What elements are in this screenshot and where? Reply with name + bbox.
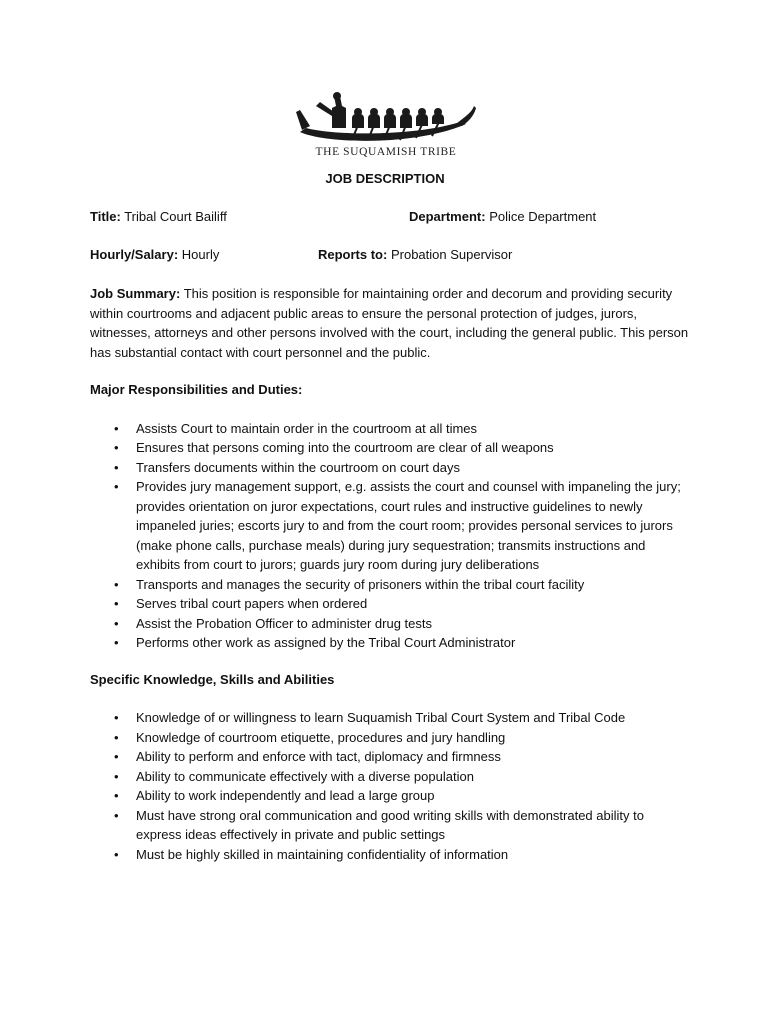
list-item: • Ability to perform and enforce with tact, diplomacy and firmness: [90, 747, 690, 767]
department-label: Department:: [409, 209, 486, 224]
list-item: • Knowledge of courtroom etiquette, procedures and jury handling: [90, 728, 690, 748]
title-label: Title:: [90, 209, 121, 224]
list-item: • Knowledge of or willingness to learn Suquamish Tribal Court System and Tribal Code: [90, 708, 690, 728]
knowledge-list: [90, 708, 690, 864]
canoe-logo-icon: [296, 92, 476, 146]
pay-value: Hourly: [181, 247, 220, 262]
list-item: • Must be highly skilled in maintaining confidentiality of information: [90, 845, 690, 865]
title-field: [90, 209, 227, 224]
list-item: • Transfers documents within the courtroom on court days: [90, 458, 690, 478]
department-field: [409, 209, 596, 224]
tribe-logo: [296, 92, 476, 172]
list-item: • Performs other work as assigned by the Tribal Court Administrator: [90, 633, 690, 653]
responsibilities-list: [90, 419, 690, 653]
reports-value: Probation Supervisor: [390, 247, 513, 262]
knowledge-heading: Specific Knowledge, Skills and Abilities: [90, 671, 335, 687]
reports-to-field: [318, 247, 512, 262]
list-item: • Ability to work independently and lead a large group: [90, 786, 690, 806]
pay-field: [90, 247, 219, 262]
list-item: • Serves tribal court papers when ordered: [90, 594, 690, 614]
reports-label: Reports to:: [318, 247, 388, 262]
list-item: • Transports and manages the security of prisoners within the tribal court facility: [90, 575, 690, 595]
list-item: • Assist the Probation Officer to administer drug tests: [90, 614, 690, 634]
document-title: JOB DESCRIPTION: [325, 171, 445, 186]
list-item: • Ability to communicate effectively with a diverse population: [90, 767, 690, 787]
responsibilities-heading: Major Responsibilities and Duties:: [90, 382, 303, 397]
org-name: THE SUQUAMISH TRIBE: [315, 146, 457, 158]
title-value: Tribal Court Bailiff: [124, 209, 227, 224]
summary-text: This position is responsible for maintaining order and decorum and providing security within courtrooms and adjacent public areas to ensure the personal protection of judges, jurors, witnesses, attorneys and other persons involved with the court, including the general public. This person has substantial contact with court personnel and the public.: [90, 286, 689, 360]
list-item: • Must have strong oral communication and good writing skills with demonstrated ability to express ideas effectively in private and public settings: [90, 806, 690, 845]
pay-label: Hourly/Salary:: [90, 247, 179, 262]
list-item: • Assists Court to maintain order in the courtroom at all times: [90, 419, 690, 439]
summary-label: Job Summary:: [90, 286, 181, 301]
list-item: • Ensures that persons coming into the courtroom are clear of all weapons: [90, 438, 690, 458]
list-item: • Provides jury management support, e.g. assists the court and counsel with impaneling the jury; provides orientation on juror expectations, court rules and instructive guidelines to newly impaneled juries; escorts jury to and from the court room; provides personal services to jurors (make phone calls, purchase meals) during jury sequestration; transmits instructions and exhibits from court to jurors; guards jury room during jury deliberations: [90, 477, 690, 575]
job-summary: [90, 284, 690, 362]
department-value: Police Department: [489, 209, 597, 224]
document-body: [90, 284, 690, 881]
